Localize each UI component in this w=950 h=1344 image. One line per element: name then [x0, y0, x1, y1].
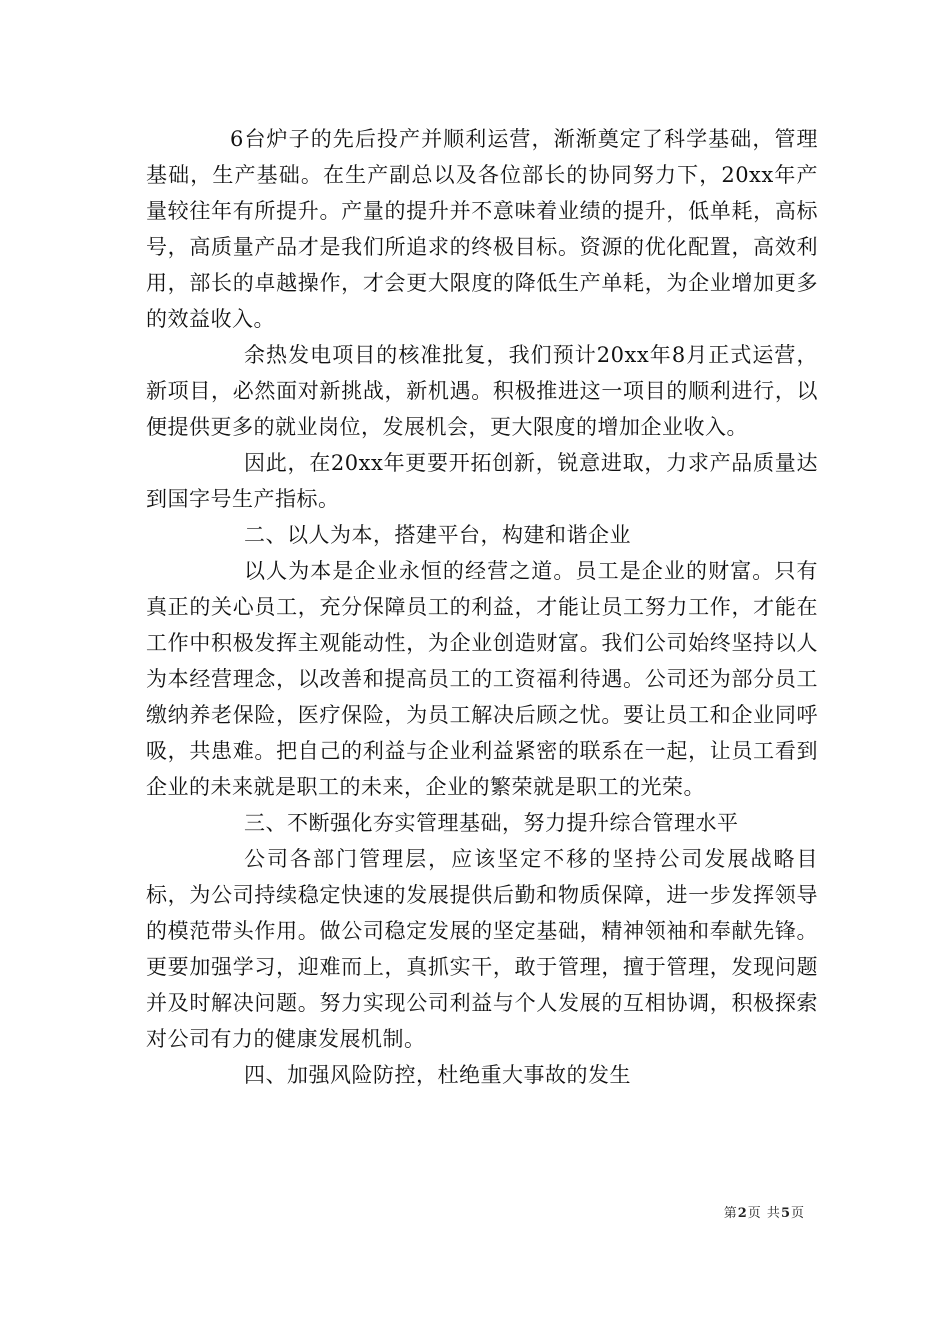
- section-heading-3: 三、不断强化夯实管理基础，努力提升综合管理水平: [244, 811, 739, 835]
- paragraph-management: 公司各部门管理层，应该坚定不移的坚持公司发展战略目标，为公司持续稳定快速的发展提供后勤和物质保障，进一步发挥领导的模范带头作用。做公司稳定发展的坚定基础，精神领袖和奉献先锋。更要加强学习，迎难而上，真抓实干，敢于管理，擅于管理，发现问题并及时解决问题。努力实现公司利益与个人发展的互相协调，积极探索对公司有力的健康发展机制。: [146, 847, 818, 1051]
- section-heading-4: 四、加强风险防控，杜绝重大事故的发生: [244, 1063, 631, 1087]
- paragraph-innovation: 因此，在20xx年更要开拓创新，锐意进取，力求产品质量达到国字号生产指标。: [146, 451, 818, 511]
- footer-prefix: 第: [723, 1206, 738, 1221]
- section-heading-2: 二、以人为本，搭建平台，构建和谐企业: [244, 523, 631, 547]
- footer-current-page: 2: [737, 1206, 748, 1221]
- footer-middle: 页 共: [747, 1206, 781, 1221]
- footer-total-pages: 5: [780, 1206, 791, 1221]
- page-number-footer: [724, 1206, 805, 1222]
- paragraph-people-oriented: 以人为本是企业永恒的经营之道。员工是企业的财富。只有真正的关心员工，充分保障员工的利益，才能让员工努力工作，才能在工作中积极发挥主观能动性，为企业创造财富。我们公司始终坚持以人为本经营理念，以改善和提高员工的工资福利待遇。公司还为部分员工缴纳养老保险，医疗保险，为员工解决后顾之忧。要让员工和企业同呼吸，共患难。把自己的利益与企业利益紧密的联系在一起，让员工看到企业的未来就是职工的未来，企业的繁荣就是职工的光荣。: [146, 559, 818, 799]
- footer-suffix: 页: [790, 1206, 805, 1221]
- paragraph-waste-heat-project: 余热发电项目的核准批复，我们预计20xx年8月正式运营，新项目，必然面对新挑战，新机遇。积极推进这一项目的顺利进行，以便提供更多的就业岗位，发展机会，更大限度的增加企业收入。: [146, 343, 818, 439]
- paragraph-furnace-operation: 6台炉子的先后投产并顺利运营，渐渐奠定了科学基础，管理基础，生产基础。在生产副总以及各位部长的协同努力下，20xx年产量较往年有所提升。产量的提升并不意味着业绩的提升，低单耗，高标号，高质量产品才是我们所追求的终极目标。资源的优化配置，高效利用，部长的卓越操作，才会更大限度的降低生产单耗，为企业增加更多的效益收入。: [146, 127, 818, 331]
- document-body: [146, 121, 818, 1093]
